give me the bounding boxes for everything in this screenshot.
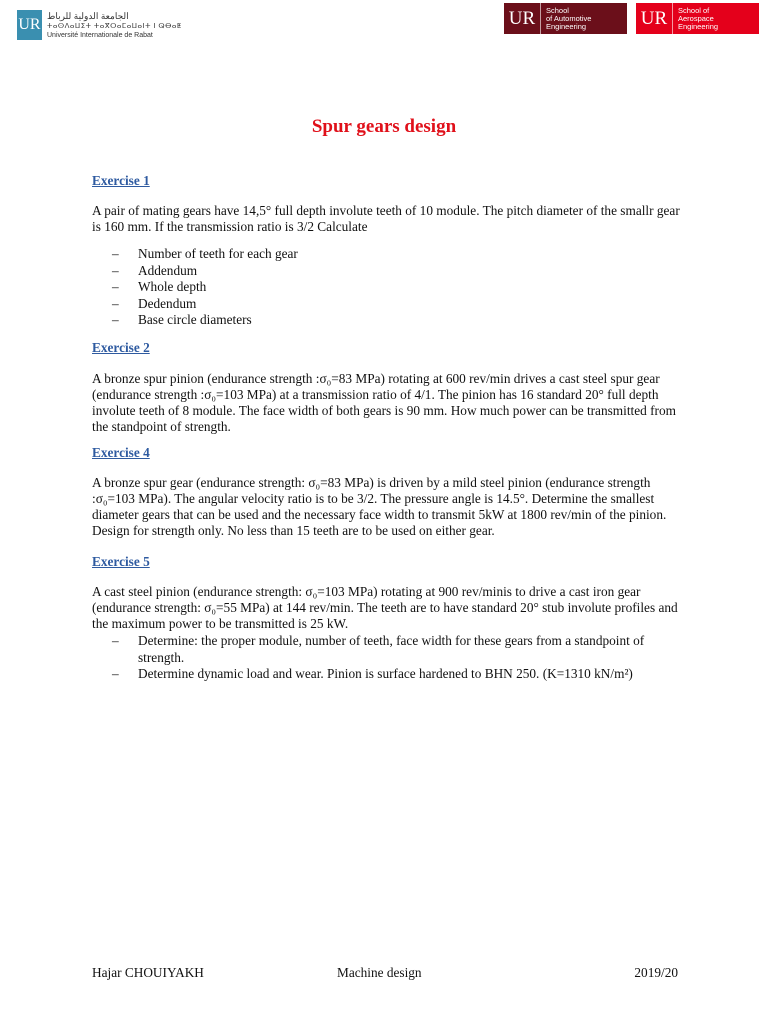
list-item-text: Base circle diameters	[138, 312, 252, 327]
exercise-1-text: A pair of mating gears have 14,5° full depth involute teeth of 10 module. The pitch diameter of the smallr gear is 160 mm. If the transmission ratio is 3/2 Calculate	[92, 203, 680, 234]
school-aerospace-line: Engineering	[678, 21, 719, 31]
school-aerospace-mark: UR	[636, 3, 673, 34]
uir-arabic-name: الجامعة الدولية للرباط	[47, 10, 129, 21]
school-automotive-mark: UR	[504, 3, 541, 34]
exercise-4-heading: Exercise 4	[92, 445, 150, 460]
uir-logo-mark: UR	[17, 10, 42, 40]
exercise-1-heading: Exercise 1	[92, 173, 150, 188]
dash-bullet-icon: –	[112, 246, 119, 261]
school-automotive-logo	[504, 3, 627, 34]
page-header	[0, 0, 768, 60]
school-automotive-line: School	[546, 5, 569, 15]
exercise-4-text: A bronze spur gear (endurance strength: σ₀=83 MPa) is driven by a mild steel pinion (endurance strength :σ₀=103 MPa). The angular velocity ratio is to be 3/2. The pressure angle is 14.5°. Determine the smallest diameter gears that can be used and the necessary face width to transmit 5kW at 1800 rev/min of the pinion. Design for strength only. No less than 15 teeth are to be used on either gear.	[92, 475, 667, 538]
exercise-2-text: A bronze spur pinion (endurance strength :σ₀=83 MPa) rotating at 600 rev/min drives a cast steel spur gear (endurance strength :σ₀=103 MPa) at a transmission ratio of 4/1. The pinion has 16 standard 20° full depth involute teeth of 8 module. The face width of both gears is 90 mm. How much power can be transmitted from the standpoint of strength.	[92, 371, 676, 434]
list-item	[112, 263, 672, 280]
dash-bullet-icon: –	[112, 295, 119, 311]
exercise-1-list	[112, 246, 672, 329]
uir-logo	[17, 10, 182, 40]
list-item-text: Number of teeth for each gear	[138, 246, 298, 261]
exercise-5-text: A cast steel pinion (endurance strength: σ₀=103 MPa) rotating at 900 rev/minis to drive a cast iron gear (endurance strength: σ₀=55 MPa) at 144 rev/min. The teeth are to have standard 20° stub involute profiles and the maximum power to be transmitted is 25 kW.	[92, 584, 678, 631]
exercise-2-heading: Exercise 2	[92, 340, 150, 355]
dash-bullet-icon: –	[112, 262, 119, 278]
uir-french-name: Université Internationale de Rabat	[47, 31, 153, 39]
list-item-text: Whole depth	[138, 279, 207, 294]
footer-year: 2019/20	[634, 965, 678, 980]
list-item	[112, 279, 672, 296]
school-automotive-label	[541, 3, 597, 34]
list-item	[112, 246, 672, 263]
list-item-text: Dedendum	[138, 295, 197, 311]
list-item	[112, 312, 672, 329]
dash-bullet-icon: –	[112, 312, 119, 327]
list-item	[112, 633, 672, 666]
school-aerospace-line: Aerospace	[678, 13, 714, 23]
school-automotive-line: of Automotive	[546, 13, 592, 23]
dash-bullet-icon: –	[112, 279, 119, 294]
list-item-text: Determine: the proper module, number of teeth, face width for these gears from a standpoint of strength.	[138, 633, 645, 665]
list-item-text: Determine dynamic load and wear. Pinion is surface hardened to BHN 250. (K=1310 kN/m²)	[138, 666, 633, 681]
uir-tifinagh-name: ⵜⴰⵙⴷⴰⵡⵉⵜ ⵜⴰⴳⵔⴰⵎⴰⵡⴰⵏⵜ ⵏ ⵕⴱⴰⵟ	[47, 22, 182, 30]
school-aerospace-logo	[636, 3, 759, 34]
footer-author: Hajar CHOUIYAKH	[92, 965, 204, 980]
dash-bullet-icon: –	[112, 633, 119, 648]
exercise-5-heading: Exercise 5	[92, 554, 150, 569]
list-item	[112, 666, 672, 683]
list-item-text: Addendum	[138, 262, 198, 278]
list-item	[112, 296, 672, 313]
school-aerospace-line: School of	[678, 5, 710, 15]
school-automotive-line: Engineering	[546, 21, 587, 31]
school-aerospace-label	[673, 3, 724, 34]
uir-logo-text	[47, 11, 182, 40]
exercise-5-list	[112, 633, 672, 683]
dash-bullet-icon: –	[112, 666, 119, 681]
footer-course: Machine design	[337, 965, 422, 980]
document-title: Spur gears design	[311, 116, 457, 137]
